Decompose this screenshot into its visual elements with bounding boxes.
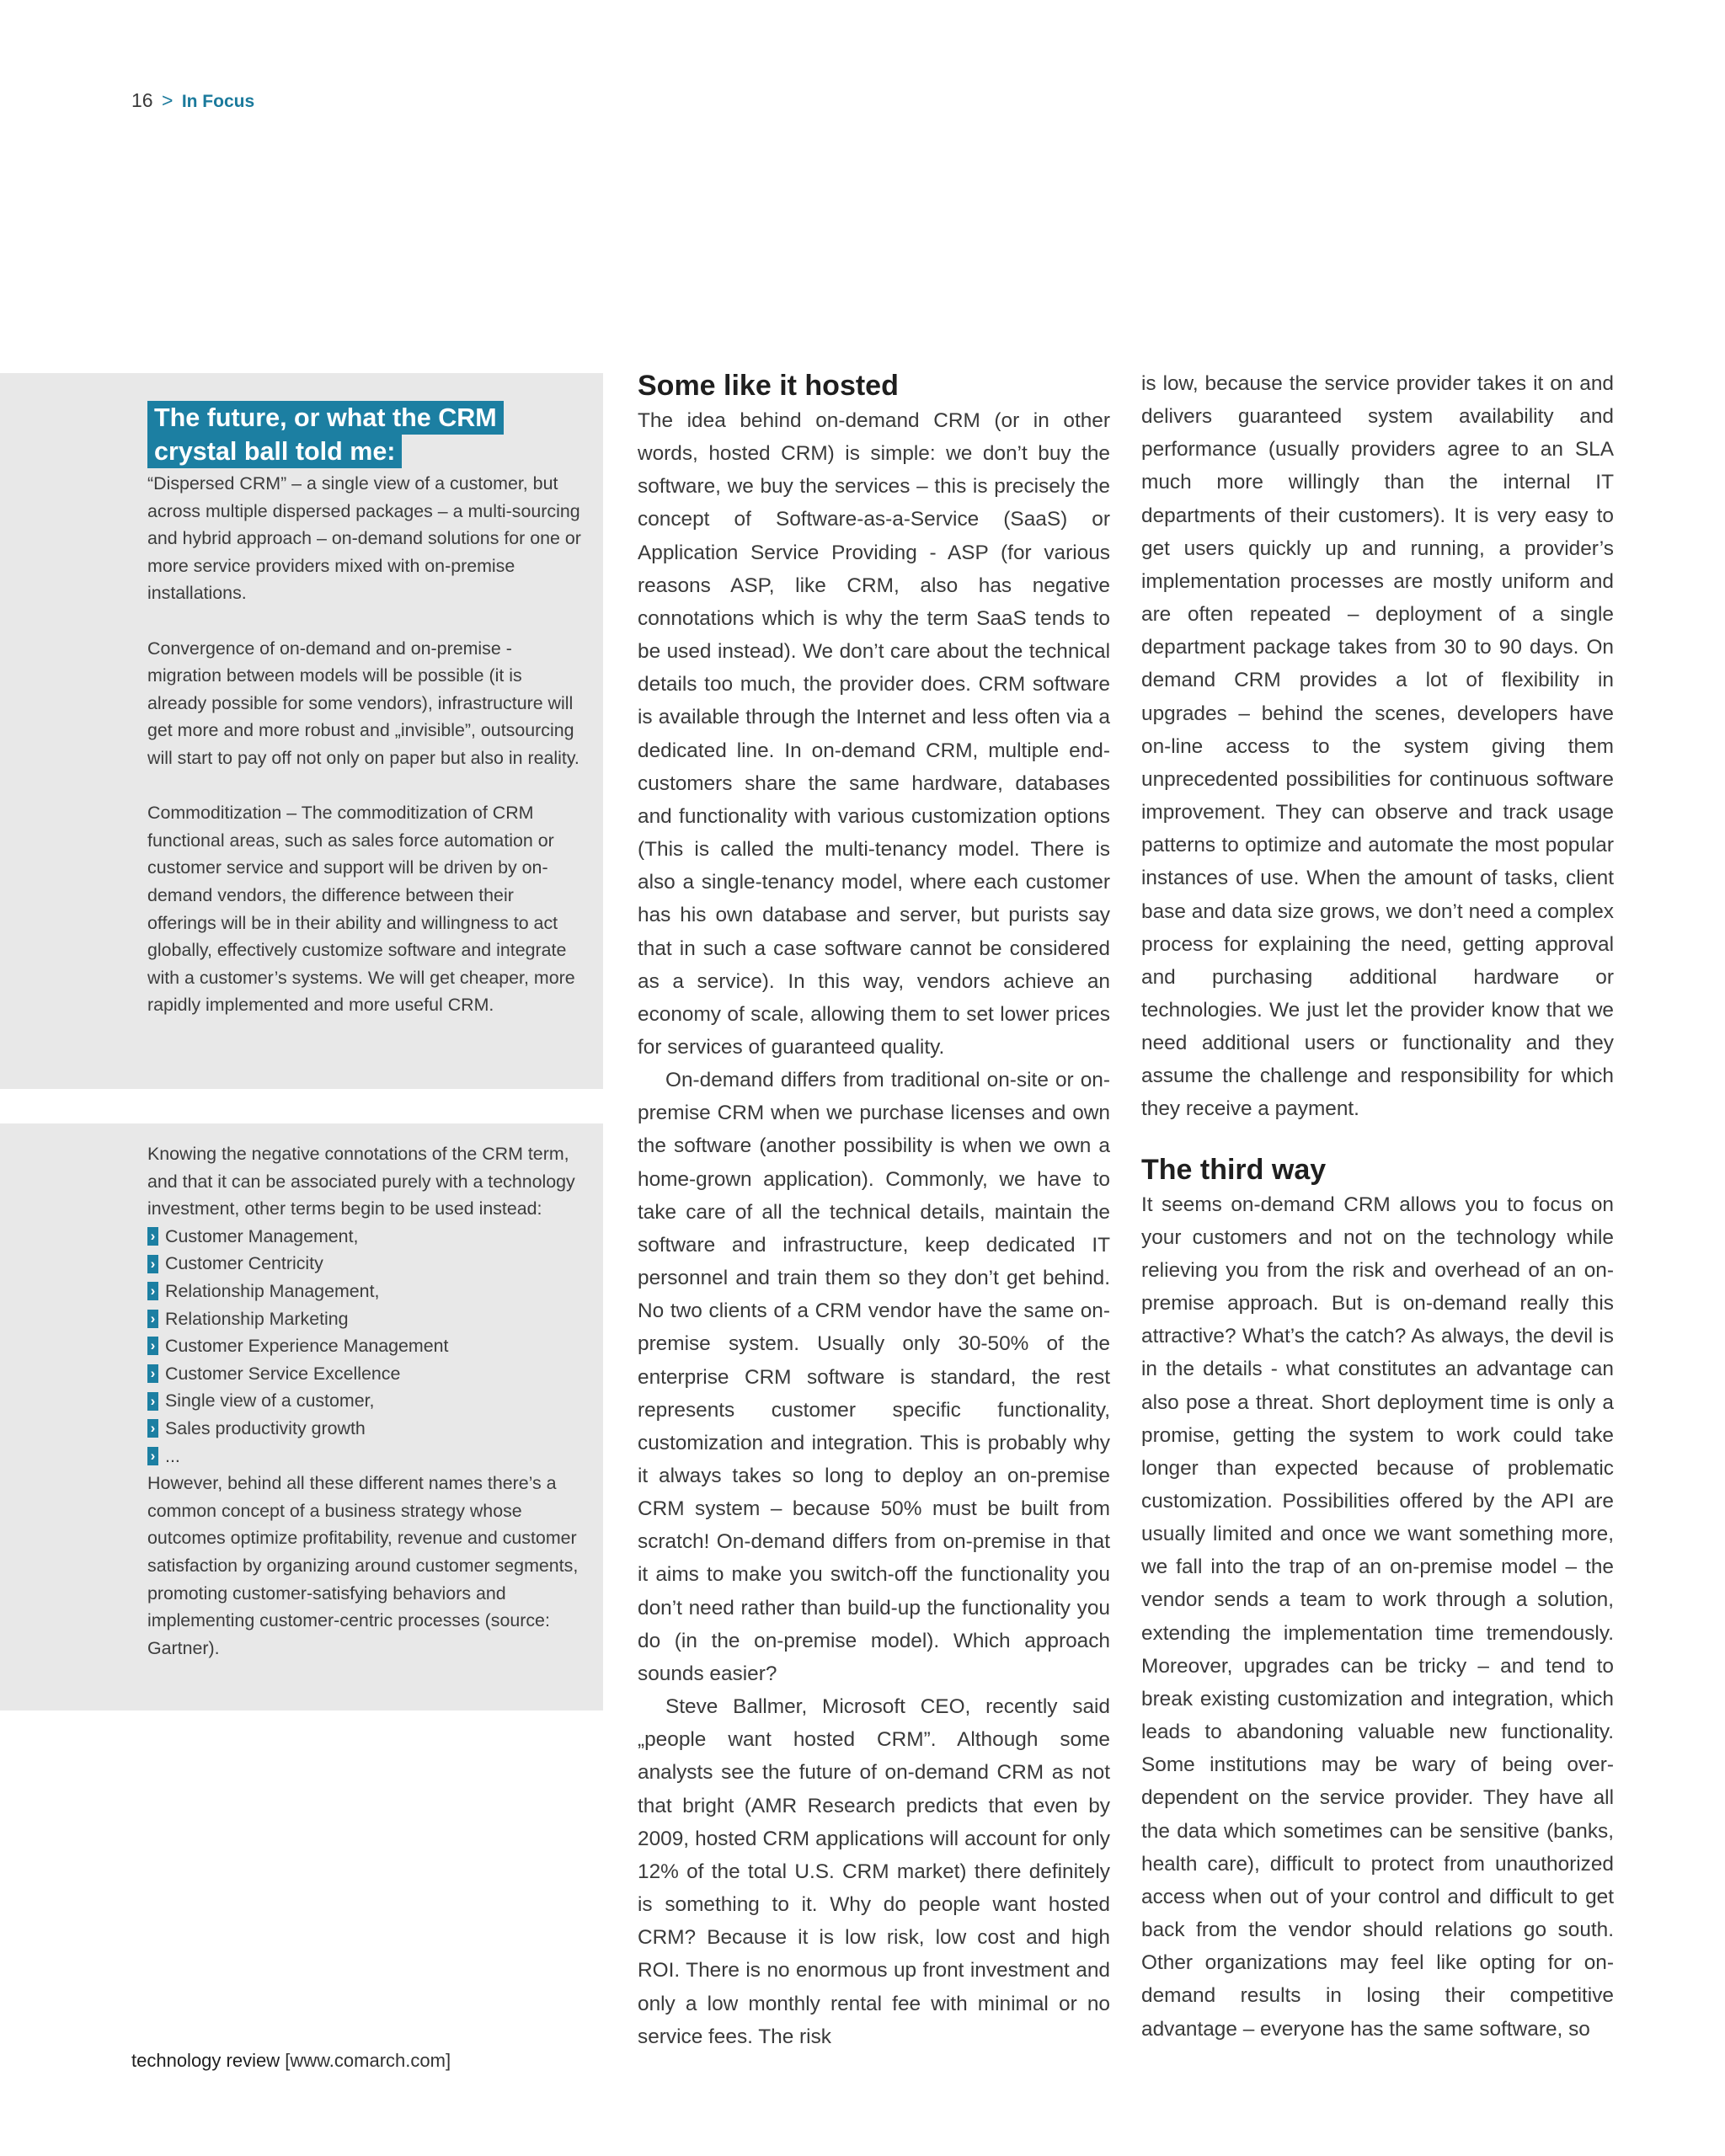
footer-brand: technology review xyxy=(131,2050,280,2071)
article-paragraph: It seems on-demand CRM allows you to focus on your customers and not on the technology while relieving you from the risk and overhead of an on-premise approach. But is on-demand really this attractive? What’s the catch? As always, the devil is in the details - what constitutes an advantage can also pose a threat. Short deployment time is only a promise, getting the system to work could take longer than expected because of problematic customization. Possibilities offered by the API are usually limited and once we want something more, we fall into the trap of an on-premise model – the vendor sends a team to work through a solution, extending the implementation time tremendously. Moreover, upgrades can be tricky – and tend to break existing customization and integration, which leads to abandoning valuable new functionality. Some institutions may be wary of being over-dependent on the service provider. They have all the data which sometimes can be sensitive (banks, health care), difficult to protect from unauthorized access when out of your control and difficult to get back from the vendor should relations go south. Other organizations may feel like opting for on-demand results in losing their competitive advantage – everyone has the same software, so xyxy=(1141,1193,1614,2041)
chevron-right-icon: > xyxy=(161,89,174,111)
page-footer xyxy=(131,2050,451,2072)
article-paragraph: The idea behind on-demand CRM (or in other words, hosted CRM) is simple: we don’t buy the software, we buy the services – this is precisely the concept of Software-as-a-Service (SaaS) or Application Service Providing - ASP (for various reasons ASP, like CRM, also has negative connotations which is why the term SaaS tends to be used instead). We don’t care about the technical details too much, the provider does. CRM software is available through the Internet and less often via a dedicated line. In on-demand CRM, multiple end-customers share the same hardware, databases and functionality with various customization options (This is called the multi-tenancy model. There is also a single-tenancy model, where each customer has his own database and server, but purists say that in such a case software cannot be considered as a service). In this way, vendors achieve an economy of scale, allowing them to set lower prices for services of guaranteed quality. xyxy=(638,409,1110,1059)
list-item-label: Customer Management, xyxy=(165,1225,359,1246)
list-item-label: Customer Experience Management xyxy=(165,1336,449,1357)
bullet-chevron-icon: › xyxy=(147,1255,158,1273)
list-item xyxy=(147,1278,584,1305)
sidebar-paragraph: “Dispersed CRM” – a single view of a customer, but across multiple dispersed packages – a multi-sourcing and hybrid approach – on-demand solutions for one or more service providers mixed with on-premise installations. xyxy=(147,473,581,604)
list-item-label: Sales productivity growth xyxy=(165,1417,366,1438)
article-column-2 xyxy=(1141,367,1614,2046)
bullet-chevron-icon: › xyxy=(147,1419,158,1438)
article-paragraph: is low, because the service provider takes it on and delivers guaranteed system availability and performance (usually providers agree to an SLA much more willingly than the internal IT departments of their customers). It is very easy to get users quickly up and running, a provider’s implementation processes are mostly uniform and are often repeated – deployment of a single department package takes from 30 to 90 days. On demand CRM provides a lot of flexibility in upgrades – behind the scenes, developers have on-line access to the system giving them unprecedented possibilities for continuous software improvement. They can observe and track usage patterns to optimize and automate the most popular instances of use. When the amount of tasks, client base and data size grows, we don’t need a complex process for explaining the need, getting approval and purchasing additional hardware or technologies. We just let the provider know that we need additional users or functionality and they assume the challenge and responsibility for which they receive a payment. xyxy=(1141,372,1614,1121)
sidebar-terms-outro: However, behind all these different names there’s a common concept of a business strategy whose outcomes optimize profitability, revenue and customer satisfaction by organizing around customer segments, promoting customer-satisfying behaviors and implementing customer-centric processes (source: Gartner). xyxy=(147,1473,579,1658)
sidebar-box-terms-text xyxy=(147,1140,584,1662)
bullet-chevron-icon: › xyxy=(147,1392,158,1411)
list-item xyxy=(147,1223,584,1251)
list-item xyxy=(147,1332,584,1360)
sidebar-box-title xyxy=(147,401,504,468)
article-paragraph: Steve Ballmer, Microsoft CEO, recently said „people want hosted CRM”. Although some analysts see the future of on-demand CRM as not that bright (AMR Research predicts that even by 2009, hosted CRM applications will account for only 12% of the total U.S. CRM market) there definitely is something to it. Why do people want hosted CRM? Because it is low risk, low cost and high ROI. There is no enormous up front investment and only a low monthly rental fee with minimal or no service fees. The risk xyxy=(638,1695,1110,2048)
list-item xyxy=(147,1443,584,1470)
list-item xyxy=(147,1305,584,1333)
bullet-chevron-icon: › xyxy=(147,1310,158,1328)
bullet-chevron-icon: › xyxy=(147,1364,158,1383)
bullet-chevron-icon: › xyxy=(147,1447,158,1465)
list-item-label: Customer Service Excellence xyxy=(165,1363,401,1384)
list-item xyxy=(147,1250,584,1278)
sidebar-title-line-2: crystal ball told me: xyxy=(147,435,402,468)
bullet-chevron-icon: › xyxy=(147,1227,158,1246)
section-title: In Focus xyxy=(181,92,255,111)
list-item-label: Relationship Management, xyxy=(165,1280,380,1301)
sidebar-paragraph: Convergence of on-demand and on-premise - migration between models will be possible (it is already possible for some vendors), infrastructure will get more and more robust and „invisible”, outsourcing will start to pay off not only on paper but also in reality. xyxy=(147,638,579,768)
article-paragraph: On-demand differs from traditional on-site or on-premise CRM when we purchase licenses and own the software (another possibility is when we own a home-grown application). Commonly, we have to take care of all the technical details, maintain the software and infrastructure, keep dedicated IT personnel and train them so they don’t get behind. No two clients of a CRM vendor have the same on-premise system. Usually only 30-50% of the enterprise CRM software is standard, the rest represents customer specific functionality, customization and integration. This is probably why it always takes so long to deploy an on-premise CRM system – because 50% must be built from scratch! On-demand differs from on-premise in that it aims to make you switch-off the functionality you don’t need rather than build-up the functionality you do (in the on-premise model). Which approach sounds easier? xyxy=(638,1069,1110,1685)
list-item xyxy=(147,1360,584,1388)
heading-some-like-it-hosted: Some like it hosted xyxy=(638,370,899,402)
bullet-chevron-icon: › xyxy=(147,1282,158,1300)
article-column-1 xyxy=(638,367,1110,2053)
heading-the-third-way: The third way xyxy=(1141,1153,1327,1186)
list-item-label: Single view of a customer, xyxy=(165,1390,375,1412)
terms-list xyxy=(147,1223,584,1470)
list-item xyxy=(147,1415,584,1443)
list-item xyxy=(147,1387,584,1415)
page-number: 16 xyxy=(131,89,153,111)
sidebar-title-line-1: The future, or what the CRM xyxy=(147,401,504,435)
list-item-label: ... xyxy=(165,1445,180,1466)
bullet-chevron-icon: › xyxy=(147,1337,158,1355)
sidebar-paragraph: Commoditization – The commoditization of CRM functional areas, such as sales force automation or customer service and support will be driven by on-demand vendors, the difference between their offerings will be in their ability and willingness to act globally, effectively customize software and integrate with a customer’s systems. We will get cheaper, more rapidly implemented and more useful CRM. xyxy=(147,803,575,1016)
list-item-label: Relationship Marketing xyxy=(165,1308,349,1329)
list-item-label: Customer Centricity xyxy=(165,1253,323,1274)
sidebar-terms-intro: Knowing the negative connotations of the CRM term, and that it can be associated purely with a technology investment, other terms begin to be used instead: xyxy=(147,1144,575,1219)
sidebar-box-future-text xyxy=(147,470,584,1046)
footer-url: [www.comarch.com] xyxy=(285,2050,451,2071)
page-header xyxy=(131,89,254,112)
